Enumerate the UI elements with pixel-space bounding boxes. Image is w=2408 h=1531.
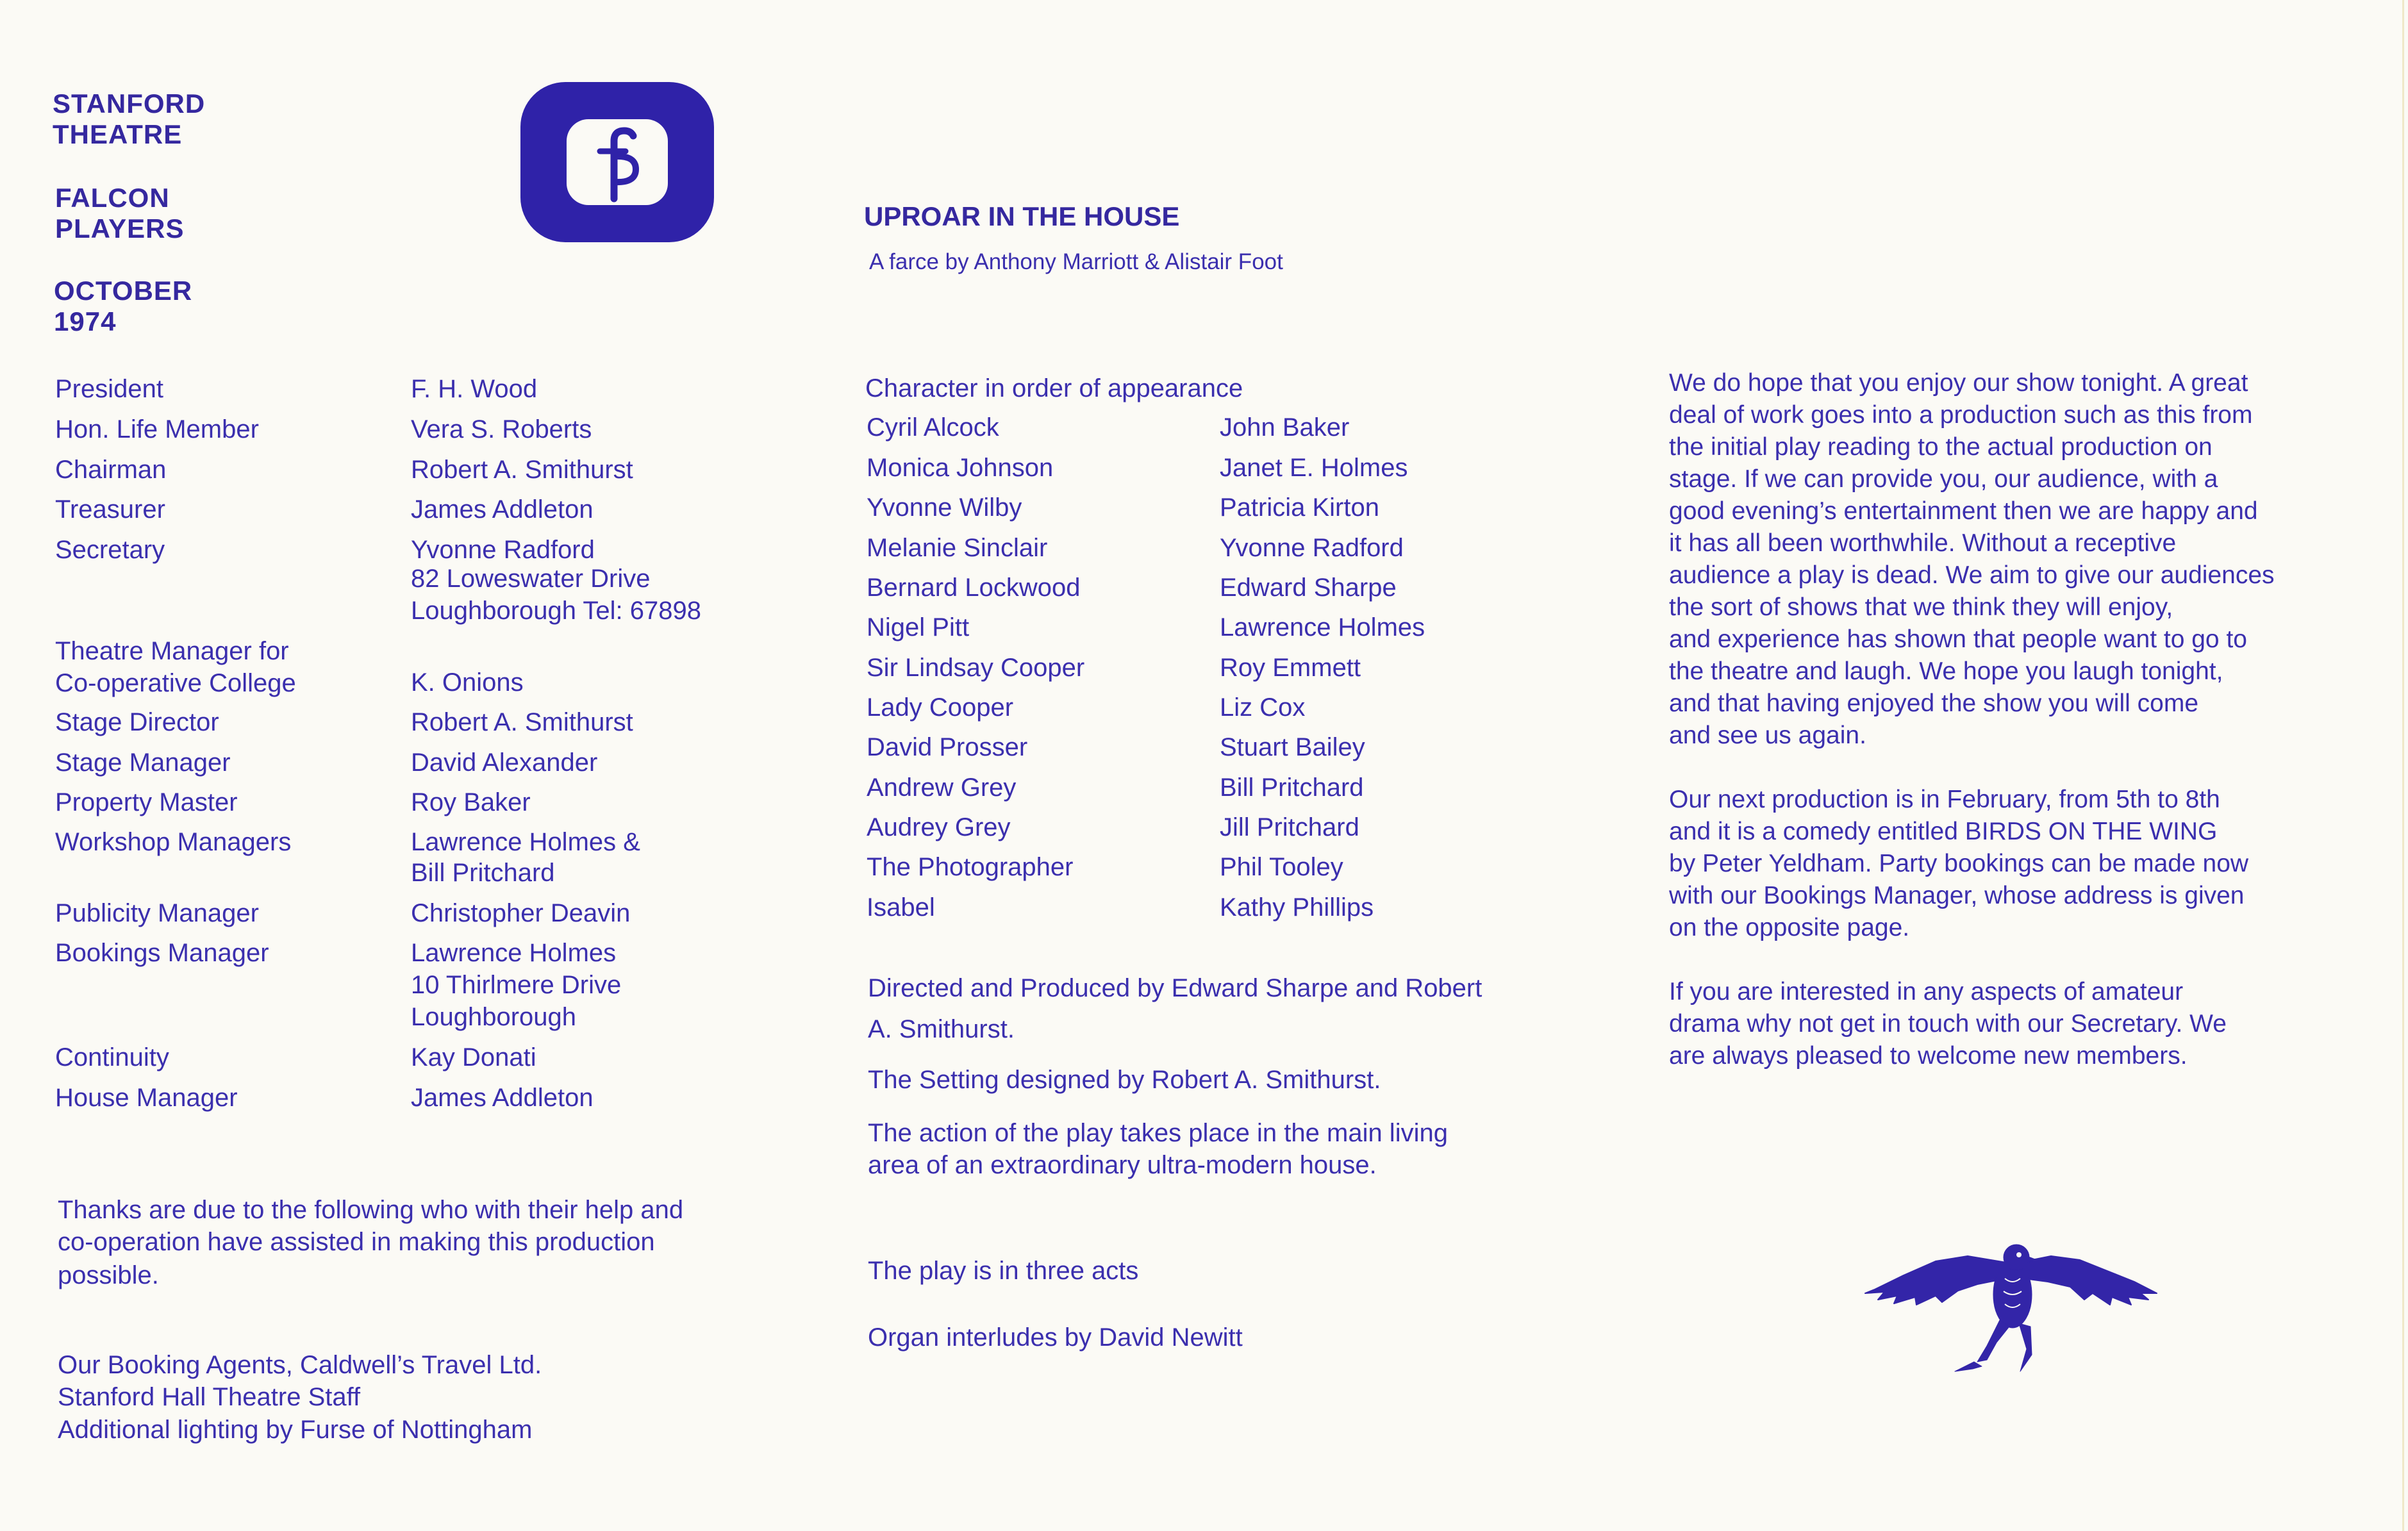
cast-actor: Roy Emmett	[1220, 654, 1361, 682]
officer-role: President	[55, 375, 163, 403]
directed-by-line1: Directed and Produced by Edward Sharpe and Robert	[868, 974, 1482, 1002]
welcome-line: deal of work goes into a production such as this from	[1669, 401, 2253, 429]
action-line2: area of an extraordinary ultra-modern house.	[868, 1151, 1377, 1179]
officer-role: Hon. Life Member	[55, 415, 259, 443]
welcome-line: stage. If we can provide you, our audience, with a	[1669, 465, 2218, 493]
cast-actor: John Baker	[1220, 413, 1350, 442]
officer-name: Yvonne Radford	[411, 536, 595, 564]
organ-credit: Organ interludes by David Newitt	[868, 1323, 1243, 1352]
date-year: 1974	[54, 306, 117, 336]
staff-name: James Addleton	[411, 1084, 594, 1112]
welcome-line: We do hope that you enjoy our show tonight. A great	[1669, 369, 2248, 397]
acts-note: The play is in three acts	[868, 1257, 1139, 1285]
action-line1: The action of the play takes place in the main living	[868, 1119, 1448, 1147]
welcome-line: and experience has shown that people want to go to	[1669, 625, 2247, 653]
cast-character: Andrew Grey	[867, 774, 1017, 802]
welcome-line: the theatre and laugh. We hope you laugh tonight,	[1669, 658, 2223, 685]
membership-line: If you are interested in any aspects of amateur	[1669, 978, 2184, 1005]
cast-actor: Bill Pritchard	[1220, 774, 1364, 802]
staff-name: Kay Donati	[411, 1043, 536, 1072]
cast-character: Isabel	[867, 893, 935, 922]
cast-character: The Photographer	[867, 853, 1074, 881]
officer-name: F. H. Wood	[411, 375, 538, 403]
next-production-line: Our next production is in February, from 5th to 8th	[1669, 786, 2220, 813]
falcon-players-logo	[520, 82, 714, 242]
cast-character: Lady Cooper	[867, 693, 1014, 722]
cast-character: Melanie Sinclair	[867, 534, 1048, 562]
welcome-line: the initial play reading to the actual production on	[1669, 433, 2213, 461]
staff-name: David Alexander	[411, 749, 598, 777]
officer-role: Secretary	[55, 536, 165, 564]
next-production-line: by Peter Yeldham. Party bookings can be made now	[1669, 850, 2249, 877]
cast-actor: Kathy Phillips	[1220, 893, 1374, 922]
staff-name-line1: Lawrence Holmes	[411, 939, 617, 967]
staff-role: Workshop Managers	[55, 828, 292, 856]
welcome-paragraph	[1669, 367, 2275, 752]
staff-role: House Manager	[55, 1084, 238, 1112]
thanks-line3: possible.	[58, 1261, 159, 1289]
welcome-line: audience a play is dead. We aim to give our audiences	[1669, 561, 2275, 589]
play-subtitle: A farce by Anthony Marriott & Alistair Foot	[869, 249, 1283, 274]
cast-character: David Prosser	[867, 733, 1028, 761]
group-name-line1: FALCON	[55, 183, 170, 213]
staff-name-line2: 10 Thirlmere Drive	[411, 971, 622, 999]
secretary-address-line2: Loughborough Tel: 67898	[411, 597, 702, 625]
cast-character: Sir Lindsay Cooper	[867, 654, 1085, 682]
theatre-name-line2: THEATRE	[53, 119, 183, 149]
officer-name: Vera S. Roberts	[411, 415, 592, 443]
next-production-line: on the opposite page.	[1669, 914, 1910, 941]
staff-name: Christopher Deavin	[411, 899, 631, 927]
welcome-line: and that having enjoyed the show you will come	[1669, 690, 2199, 717]
staff-name-line1: Lawrence Holmes &	[411, 828, 640, 856]
secretary-address-line1: 82 Loweswater Drive	[411, 565, 651, 593]
welcome-line: the sort of shows that we think they will enjoy,	[1669, 593, 2173, 621]
fp-monogram-icon	[567, 119, 668, 205]
staff-name-line2: Bill Pritchard	[411, 859, 555, 887]
play-title: UPROAR IN THE HOUSE	[864, 201, 1180, 231]
cast-character: Nigel Pitt	[867, 613, 970, 641]
cast-actor: Janet E. Holmes	[1220, 454, 1408, 482]
membership-line: are always pleased to welcome new members.	[1669, 1042, 2188, 1070]
thanks-item: Our Booking Agents, Caldwell’s Travel Ltd.	[58, 1351, 542, 1379]
next-production-paragraph	[1669, 784, 2248, 944]
thanks-line1: Thanks are due to the following who with their help and	[58, 1196, 684, 1224]
cast-actor: Patricia Kirton	[1220, 493, 1379, 522]
theatre-name-line1: STANFORD	[53, 88, 206, 119]
group-name	[55, 183, 185, 244]
membership-paragraph	[1669, 976, 2227, 1072]
staff-role: Publicity Manager	[55, 899, 259, 927]
staff-role: Stage Director	[55, 708, 219, 736]
thanks-item: Additional lighting by Furse of Nottingham	[58, 1416, 533, 1444]
welcome-line: good evening’s entertainment then we are happy and	[1669, 497, 2258, 525]
staff-name-line3: Loughborough	[411, 1003, 577, 1031]
setting-credit: The Setting designed by Robert A. Smithurst.	[868, 1066, 1381, 1094]
staff-role: Continuity	[55, 1043, 169, 1072]
staff-role: Bookings Manager	[55, 939, 269, 967]
officer-role: Chairman	[55, 456, 167, 484]
group-name-line2: PLAYERS	[55, 213, 185, 244]
membership-line: drama why not get in touch with our Secretary. We	[1669, 1010, 2227, 1038]
welcome-line: it has all been worthwhile. Without a receptive	[1669, 529, 2177, 557]
officer-name: James Addleton	[411, 495, 594, 524]
performance-date	[54, 276, 192, 337]
falcon-illustration	[1859, 1218, 2166, 1384]
cast-character: Cyril Alcock	[867, 413, 999, 442]
welcome-line: and see us again.	[1669, 722, 1866, 749]
next-production-line: with our Bookings Manager, whose address is given	[1669, 882, 2245, 909]
cast-actor: Edward Sharpe	[1220, 574, 1397, 602]
cast-actor: Yvonne Radford	[1220, 534, 1404, 562]
cast-character: Monica Johnson	[867, 454, 1054, 482]
cast-actor: Phil Tooley	[1220, 853, 1343, 881]
staff-role: Stage Manager	[55, 749, 231, 777]
logo-inner-panel	[567, 119, 668, 205]
cast-character: Audrey Grey	[867, 813, 1011, 841]
officer-name: Robert A. Smithurst	[411, 456, 633, 484]
page-edge	[2402, 0, 2404, 1531]
cast-actor: Jill Pritchard	[1220, 813, 1359, 841]
cast-actor: Liz Cox	[1220, 693, 1306, 722]
officer-role: Treasurer	[55, 495, 165, 524]
directed-by-line2: A. Smithurst.	[868, 1015, 1015, 1043]
next-production-line: and it is a comedy entitled BIRDS ON THE WING	[1669, 818, 2218, 845]
cast-character: Yvonne Wilby	[867, 493, 1022, 522]
staff-name: Roy Baker	[411, 788, 531, 816]
cast-actor: Lawrence Holmes	[1220, 613, 1425, 641]
cast-heading: Character in order of appearance	[865, 374, 1243, 402]
date-month: OCTOBER	[54, 276, 193, 306]
thanks-item: Stanford Hall Theatre Staff	[58, 1383, 361, 1411]
cast-character: Bernard Lockwood	[867, 574, 1081, 602]
staff-role-line1: Theatre Manager for	[55, 637, 289, 665]
staff-name: Robert A. Smithurst	[411, 708, 633, 736]
theatre-name	[53, 88, 205, 150]
staff-role: Property Master	[55, 788, 238, 816]
staff-name: K. Onions	[411, 668, 524, 697]
thanks-line2: co-operation have assisted in making this production	[58, 1228, 655, 1256]
cast-actor: Stuart Bailey	[1220, 733, 1365, 761]
staff-role-line2: Co-operative College	[55, 669, 296, 697]
